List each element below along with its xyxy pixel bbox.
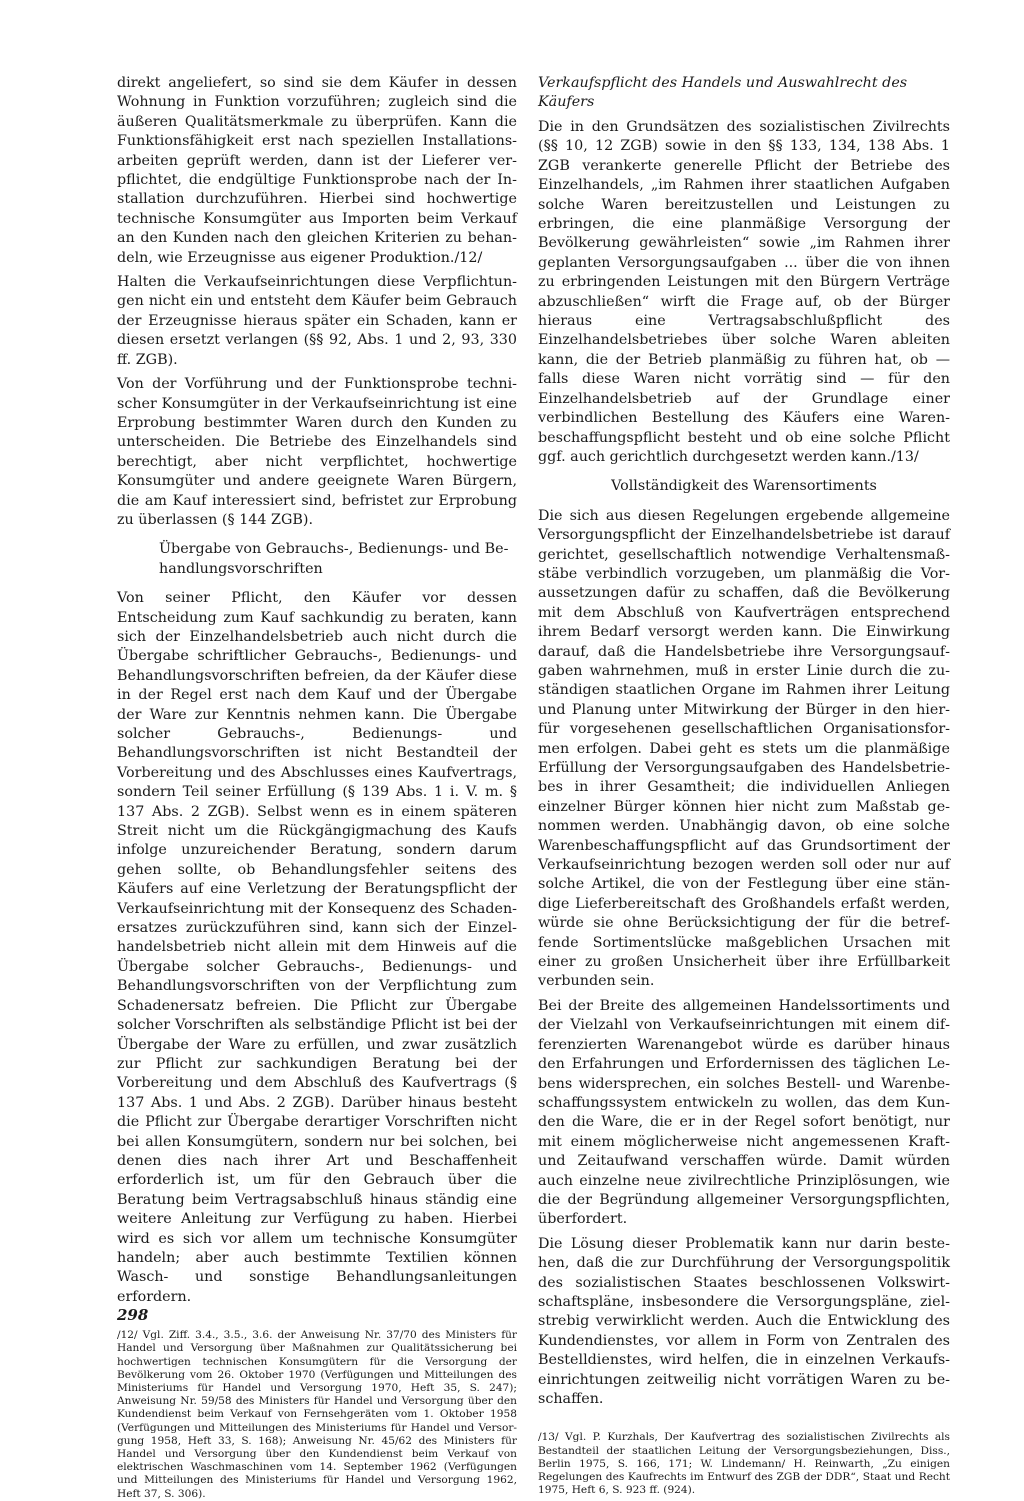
footnote: /13/ Vgl. P. Kurzhals, Der Kaufvertrag des sozialistischen Zivilrechts als Bestandteil der staatlichen Leitung der Versorgungsbeziehungen, Diss., Berlin 1975, S. 166, 171; W. Lindemann/ H. Reinwarth, „Zu einigen Regelungen des Kaufrechts im Entwurf des ZGB der DDR“, Staat und Recht 1975, Heft 6, S. 923 ff. (924). [538,1431,950,1497]
paragraph: Halten die Verkaufseinrichtungen diese Verpflichtungen nicht ein und entsteht dem Käufer beim Gebrauch der Erzeugnisse hieraus später ein Schaden, kann er diesen ersetzt verlangen (§§ 92, Abs. 1 und 2, 93, 330 ff. ZGB). [117,274,517,368]
page-number: 298 [117,1306,149,1324]
footnote: /12/ Vgl. Ziff. 3.4., 3.5., 3.6. der Anweisung Nr. 37/70 des Ministers für Handel und Versorgung über Maßnahmen zur Qualitätssicherung bei hochwertigen technischen Konsumgütern für die Versorgung der Bevölkerung vom 26. Oktober 1970 (Verfügungen und Mitteilungen des Ministeriums für Handel und Versorgung 1970, Heft 35, S. 247); Anweisung Nr. 59/58 des Ministers für Handel und Versorgung über den Kundendienst beim Verkauf von Fernsehgeräten vom 1. Oktober 1958 (Verfügungen und Mitteilungen des Ministeriums für Handel und Versorgung 1958, Heft 33, S. 168); Anweisung Nr. 45/62 des Ministers für Handel und Versorgung über den Kundendienst beim Verkauf von elektrischen Waschmaschinen vom 14. September 1962 (Verfügungen und Mitteilungen des Ministeriums für Handel und Versorgung 1962, Heft 37, S. 306). [117,1329,517,1500]
paragraph: direkt angeliefert, so sind sie dem Käufer in dessen Wohnung in Funktion vorzuführen; zugleich sind die äußeren Qualitätsmerkmale zu überprüfen. Kann die Funktionsfähigkeit erst nach speziellen Installationsarbeiten geprüft werden, dann ist der Lieferer verpflichtet, die endgültige Funktionsprobe nach der Installation durchzuführen. Hierbei sind hochwertige technische Konsumgüter aus Importen beim Verkauf an den Kunden nach den gleichen Kriterien zu behandeln, wie Erzeugnisse aus eigener Produktion./12/ [117,75,517,266]
section-heading: Übergabe von Gebrauchs-, Bedienungs- und Behandlungsvorschriften [159,541,509,577]
right-column [538,74,950,1497]
paragraph: Die in den Grundsätzen des sozialistischen Zivilrechts (§§ 10, 12 ZGB) sowie in den §§ 133, 134, 138 Abs. 1 ZGB verankerte generelle Pflicht der Betriebe des Einzelhandels, „im Rahmen ihrer staatlichen Aufgaben solche Waren bereitzustellen und Leistungen zu erbringen, die eine planmäßige Versorgung der Bevölkerung gewährleisten“ sowie „im Rahmen ihrer geplanten Versorgungsaufgaben ... über die von ihnen zu erbringenden Leistungen mit den Bürgern Verträge abzuschließen“ wirft die Frage auf, ob der Bürger hieraus eine Vertragsabschlußpflicht des Einzelhandelsbetriebes über solche Waren ableiten kann, die der Betrieb planmäßig zu führen hat, ob — falls diese Waren nicht vorrätig sind — für den Einzelhandelsbetrieb auf der Grundlage einer verbindlichen Bestellung des Käufers eine Warenbeschaffungspflicht besteht und ob eine solche Pflicht ggf. auch gerichtlich durchgesetzt werden kann./13/ [538,119,950,465]
left-column [117,74,517,1501]
paragraph: Bei der Breite des allgemeinen Handelssortiments und der Vielzahl von Verkaufseinrichtungen mit einem differenzierten Warenangebot würde es darüber hinaus den Erfahrungen und Erfordernissen des täglichen Lebens widersprechen, ein solches Bestell- und Warenbeschaffungssystem entwickeln zu wollen, das dem Kunden die Ware, die er in der Regel sofort benötigt, nur mit einem möglicherweise nicht angemessenen Kraft- und Zeitaufwand verschaffen würde. Damit würden auch einzelne neue zivilrechtliche Prinziplösungen, wie die der Begründung allgemeiner Versorgungspflichten, überfordert. [538,997,950,1228]
section-heading: Vollständigkeit des Warensortiments [611,478,877,495]
paragraph: Die Lösung dieser Problematik kann nur darin bestehen, daß die zur Durchführung der Versorgungspolitik des sozialistischen Staates beschlossenen Volkswirtschaftspläne, insbesondere die Versorgungspläne, zielstrebig verwirklicht werden. Auch die Entwicklung des Kundendienstes, vor allem in Form von Zentralen des Bestelldienstes, wird helfen, die in einzelnen Verkaufseinrichtungen zeitweilig nicht vorrätigen Waren zu beschaffen. [538,1235,950,1407]
paragraph: Von der Vorführung und der Funktionsprobe technischer Konsumgüter in der Verkaufseinrichtung ist eine Erprobung bestimmter Waren durch den Kunden zu unterscheiden. Die Betriebe des Einzelhandels sind berechtigt, aber nicht verpflichtet, hochwertige Konsumgüter und andere geeignete Waren Bürgern, die am Kauf interessiert sind, befristet zur Erprobung zu überlassen (§ 144 ZGB). [117,376,517,528]
paragraph: Von seiner Pflicht, den Käufer vor dessen Entscheidung zum Kauf sachkundig zu beraten, kann sich der Einzelhandelsbetrieb auch nicht durch die Übergabe schriftlicher Gebrauchs-, Bedienungs- und Behandlungsvorschriften befreien, da der Käufer diese in der Regel erst nach dem Kauf und der Übergabe der Ware zur Kenntnis nehmen kann. Die Übergabe solcher Gebrauchs-, Bedienungs- und Behandlungsvorschriften ist nicht Bestandteil der Vorbereitung und des Abschlusses eines Kaufvertrags, sondern Teil seiner Erfüllung (§ 139 Abs. 1 i. V. m. § 137 Abs. 2 ZGB). Selbst wenn es in einem späteren Streit nicht um die Rückgängigmachung des Kaufs infolge unzureichender Beratung, sondern darum gehen sollte, ob Behandlungsfehler seitens des Käufers auf eine Verletzung der Beratungspflicht der Verkaufseinrichtung mit der Konsequenz des Schadenersatzes zurückzuführen sind, kann sich der Einzelhandelsbetrieb nicht allein mit dem Hinweis auf die Übergabe solcher Gebrauchs-, Bedienungs- und Behandlungsvorschriften von der Verpflichtung zum Schadenersatz befreien. Die Pflicht zur Übergabe solcher Vorschriften als selbständige Pflicht ist bei der Übergabe der Ware zu erfüllen, und zwar zusätzlich zur Pflicht zur sachkundigen Beratung bei der Vorbereitung und dem Abschluß des Kaufvertrags (§ 137 Abs. 1 und Abs. 2 ZGB). Darüber hinaus besteht die Pflicht zur Übergabe derartiger Vorschriften nicht bei allen Konsumgütern, sondern nur bei solchen, bei denen dies nach ihrer Art und Beschaffenheit erforderlich ist, um für den Gebrauch über die Beratung beim Vertragsabschluß hinaus ständig eine weitere Anleitung zur Verfügung zu haben. Hierbei wird es sich vor allem um technische Konsumgüter handeln; aber auch bestimmte Textilien können Wasch- und sonstige Behandlungsanleitungen erfordern. [117,590,517,1305]
paragraph: Die sich aus diesen Regelungen ergebende allgemeine Versorgungspflicht der Einzelhandelsbetriebe ist darauf gerichtet, gesellschaftlich notwendige Verhaltensmaßstäbe verbindlich vorzugeben, um planmäßig die Voraussetzungen dafür zu schaffen, daß die Bevölkerung mit dem Abschluß von Kaufverträgen entsprechend ihrem Bedarf versorgt werden kann. Die Einwirkung darauf, daß die Handelsbetriebe ihre Versorgungsaufgaben wahrnehmen, muß in erster Linie durch die zuständigen staatlichen Organe im Rahmen ihrer Leitung und Planung unter Mitwirkung der Bürger in den hierfür vorgesehenen gesellschaftlichen Organisationsformen erfolgen. Dabei geht es stets um die planmäßige Erfüllung der Versorgungsaufgaben des Handelsbetriebes in ihrer Gesamtheit; die individuellen Anliegen einzelner Bürger können hier nicht zum Maßstab genommen werden. Unabhängig davon, ob eine solche Warenbeschaffungspflicht auf das Grundsortiment der Verkaufseinrichtung bezogen werden soll oder nur auf solche Artikel, die von der Festlegung über eine ständige Lieferbereitschaft des Großhandels erfaßt werden, würde sie ohne Berücksichtigung der für die betreffende Sortimentslücke maßgeblichen Ursachen mit einer zu großen Unsicherheit über ihre Erfüllbarkeit verbunden sein. [538,507,950,990]
section-heading: Verkaufspflicht des Handels und Auswahlrecht des Käufers [538,75,908,110]
